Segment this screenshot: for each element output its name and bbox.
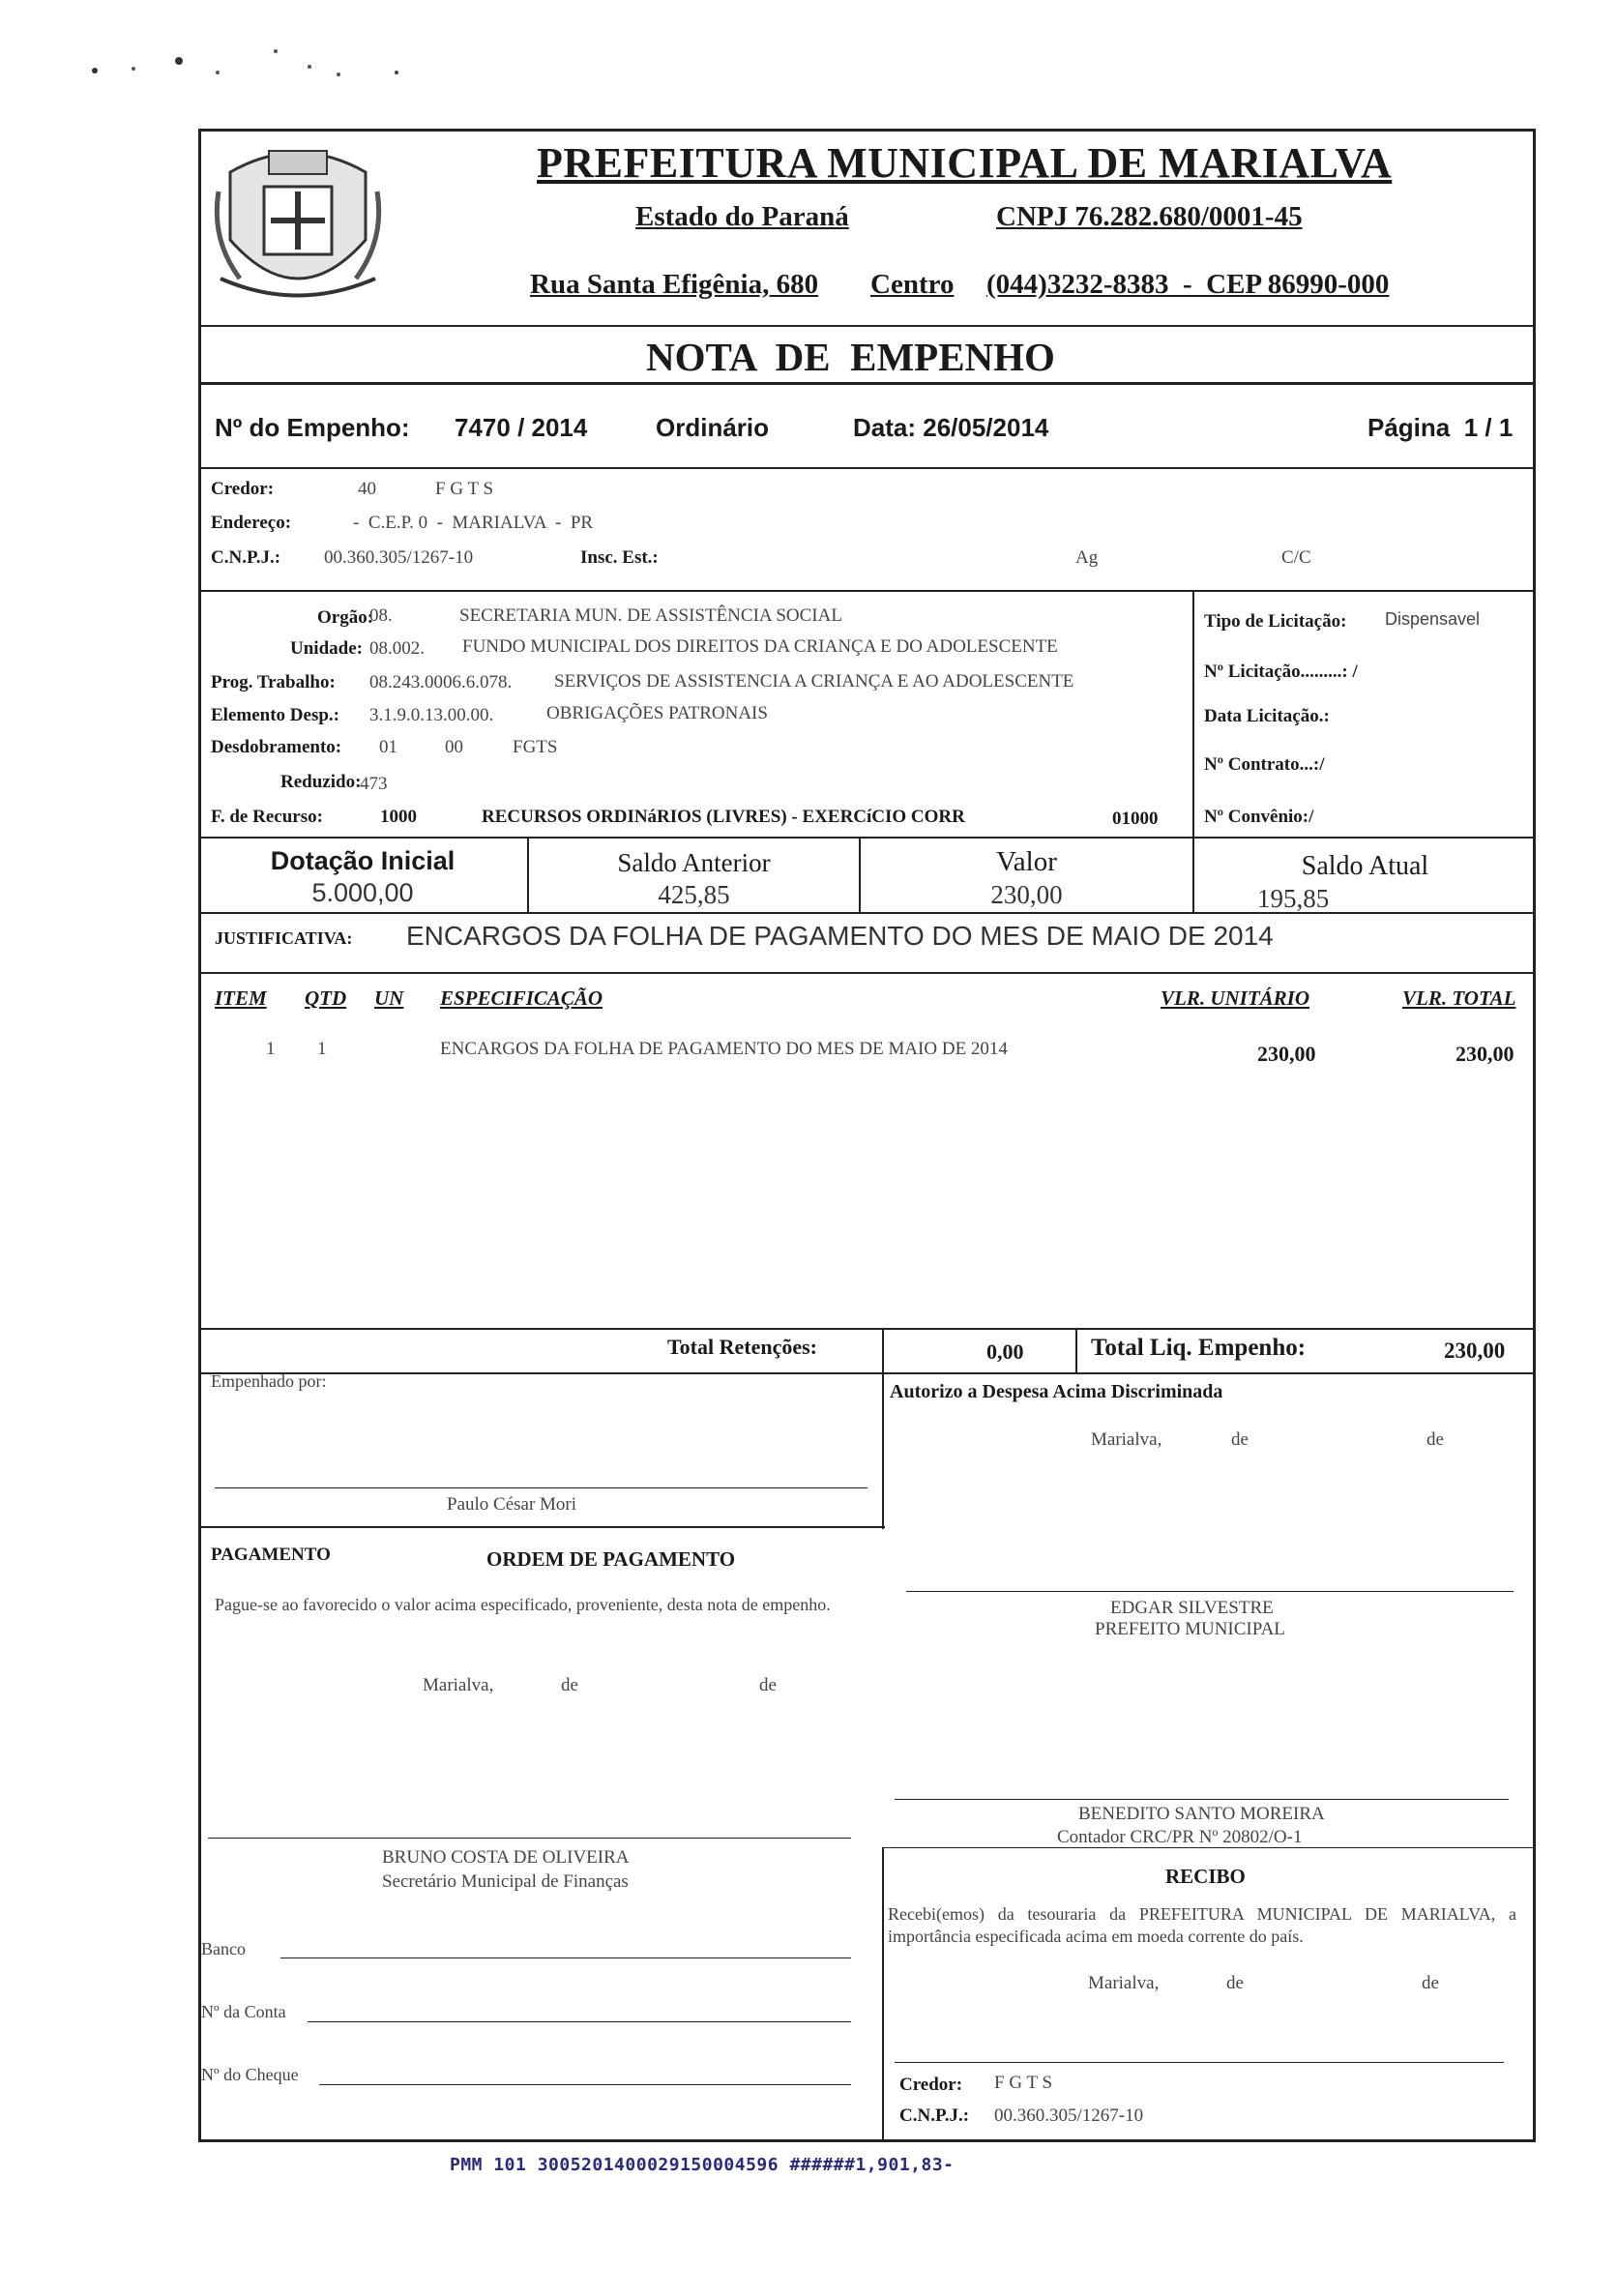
telefone-cep: (044)3232-8383 - CEP 86990-000 <box>986 269 1390 300</box>
recurso-code: 1000 <box>380 807 417 827</box>
row-vlr-total: 230,00 <box>1455 1042 1514 1066</box>
numero-cheque-label: Nº do Cheque <box>201 2065 299 2084</box>
reduzido-label: Reduzido: <box>280 772 362 792</box>
recibo-de2: de <box>1422 1973 1439 1993</box>
empenho-type: Ordinário <box>656 413 770 442</box>
pagamento-de1: de <box>561 1675 578 1695</box>
autorizo-local: Marialva, <box>1091 1429 1162 1450</box>
empenhado-por-label: Empenhado por: <box>211 1371 327 1391</box>
recibo-credor-nome: F G T S <box>994 2073 1053 2093</box>
valor-label: Valor <box>996 846 1057 877</box>
num-convenio: Nº Convênio:/ <box>1204 807 1314 827</box>
saldo-atual-value: 195,85 <box>1257 884 1330 913</box>
pagamento-de2: de <box>759 1675 777 1695</box>
cc-label: C/C <box>1281 547 1311 568</box>
prog-trabalho-name: SERVIÇOS DE ASSISTENCIA A CRIANÇA E AO ADOLESCENTE <box>554 671 1074 692</box>
estado: Estado do Paraná <box>635 201 849 232</box>
justificativa-text: ENCARGOS DA FOLHA DE PAGAMENTO DO MES DE MAIO DE 2014 <box>406 921 1274 951</box>
ordem-pagamento-label: ORDEM DE PAGAMENTO <box>486 1547 736 1571</box>
autorizo-de2: de <box>1426 1429 1444 1450</box>
num-licitacao: Nº Licitação.........: / <box>1204 662 1358 682</box>
recibo-credor-label: Credor: <box>899 2075 963 2095</box>
desdobramento-a: 01 <box>379 737 397 757</box>
valor-value: 230,00 <box>990 880 1063 909</box>
col-header-un: UN <box>374 986 404 1010</box>
dotacao-inicial-label: Dotação Inicial <box>270 846 456 875</box>
unidade-code: 08.002. <box>369 638 425 659</box>
desdobramento-b: 00 <box>445 737 463 757</box>
desdobramento-label: Desdobramento: <box>211 737 342 757</box>
page-number: Página 1 / 1 <box>1367 413 1514 442</box>
bairro-prefeitura: Centro <box>870 269 955 300</box>
ag-label: Ag <box>1075 547 1099 568</box>
cnpj-prefeitura: CNPJ 76.282.680/0001-45 <box>996 201 1303 232</box>
recibo-local: Marialva, <box>1088 1973 1160 1993</box>
empenho-date: Data: 26/05/2014 <box>853 413 1049 442</box>
recibo-cnpj-label: C.N.P.J.: <box>899 2105 970 2126</box>
autorizo-de1: de <box>1231 1429 1249 1450</box>
total-retencoes-value: 0,00 <box>986 1339 1024 1364</box>
recurso-code2: 01000 <box>1112 809 1159 829</box>
elemento-name: OBRIGAÇÕES PATRONAIS <box>546 703 768 723</box>
unidade-label: Unidade: <box>290 638 363 659</box>
num-contrato: Nº Contrato...:/ <box>1204 754 1325 775</box>
credor-name: F G T S <box>435 479 494 499</box>
row-item: 1 <box>266 1039 276 1059</box>
contador-nome: BENEDITO SANTO MOREIRA <box>1078 1804 1325 1824</box>
credor-code: 40 <box>358 479 376 499</box>
prefeito-nome: EDGAR SILVESTRE <box>1110 1598 1274 1618</box>
empenhado-nome: Paulo César Mori <box>447 1494 577 1515</box>
col-header-vlr-unitario: VLR. UNITÁRIO <box>1161 986 1310 1010</box>
prog-trabalho-code: 08.243.0006.6.078. <box>369 672 513 692</box>
elemento-label: Elemento Desp.: <box>211 705 339 725</box>
contador-cargo: Contador CRC/PR Nº 20802/O-1 <box>1057 1827 1303 1847</box>
saldo-anterior-value: 425,85 <box>658 880 730 909</box>
row-especificacao: ENCARGOS DA FOLHA DE PAGAMENTO DO MES DE MAIO DE 2014 <box>440 1039 1008 1059</box>
recurso-name: RECURSOS ORDINáRIOS (LIVRES) - EXERCíCIO CORR <box>482 807 965 827</box>
autorizo-text: Autorizo a Despesa Acima Discriminada <box>890 1381 1223 1402</box>
desdobramento-name: FGTS <box>513 737 558 757</box>
saldo-anterior-label: Saldo Anterior <box>617 848 771 877</box>
numero-conta-label: Nº da Conta <box>201 2002 286 2021</box>
dotacao-inicial-value: 5.000,00 <box>311 878 414 907</box>
prefeito-cargo: PREFEITO MUNICIPAL <box>1095 1619 1285 1639</box>
document-title: NOTA DE EMPENHO <box>646 335 1055 379</box>
elemento-code: 3.1.9.0.13.00.00. <box>369 705 494 725</box>
cnpj-value: 00.360.305/1267-10 <box>324 547 474 568</box>
total-liq-value: 230,00 <box>1444 1339 1506 1363</box>
secretario-cargo: Secretário Municipal de Finanças <box>382 1871 629 1892</box>
unidade-name: FUNDO MUNICIPAL DOS DIREITOS DA CRIANÇA E DO ADOLESCENTE <box>462 636 1058 657</box>
coat-of-arms-icon <box>211 133 385 317</box>
col-header-especificacao: ESPECIFICAÇÃO <box>440 986 603 1010</box>
cnpj-label: C.N.P.J.: <box>211 547 281 568</box>
pagamento-local: Marialva, <box>423 1675 494 1695</box>
total-liq-label: Total Liq. Empenho: <box>1091 1335 1307 1361</box>
recibo-text: Recebi(emos) da tesouraria da PREFEITURA MUNICIPAL DE MARIALVA, a importância especificada acima em moeda corrente do país. <box>888 1904 1516 1946</box>
endereco-prefeitura: Rua Santa Efigênia, 680 <box>530 269 819 300</box>
col-header-vlr-total: VLR. TOTAL <box>1402 986 1516 1010</box>
ordem-pagamento-text: Pague-se ao favorecido o valor acima especificado, proveniente, desta nota de empenho. <box>215 1595 831 1614</box>
endereco-value: - C.E.P. 0 - MARIALVA - PR <box>353 513 594 533</box>
recibo-label: RECIBO <box>1165 1865 1246 1888</box>
secretario-nome: BRUNO COSTA DE OLIVEIRA <box>382 1847 630 1868</box>
saldo-atual-label: Saldo Atual <box>1301 851 1429 881</box>
scan-noise <box>87 44 435 82</box>
data-licitacao: Data Licitação.: <box>1204 706 1330 726</box>
reduzido-value: 473 <box>360 774 388 794</box>
tipo-licitacao-value: Dispensavel <box>1385 609 1481 629</box>
insc-est-label: Insc. Est.: <box>580 547 659 568</box>
empenho-number: 7470 / 2014 <box>455 413 588 442</box>
orgao-name: SECRETARIA MUN. DE ASSISTÊNCIA SOCIAL <box>459 605 842 626</box>
orgao-code: 08. <box>369 605 393 626</box>
prefeitura-title: PREFEITURA MUNICIPAL DE MARIALVA <box>537 139 1393 187</box>
endereco-label: Endereço: <box>211 513 292 533</box>
justificativa-label: JUSTIFICATIVA: <box>215 928 353 948</box>
col-header-qtd: QTD <box>305 986 347 1010</box>
banco-label: Banco <box>201 1939 246 1958</box>
credor-label: Credor: <box>211 479 275 499</box>
row-vlr-unitario: 230,00 <box>1257 1042 1316 1066</box>
col-header-item: ITEM <box>215 986 267 1010</box>
pagamento-label: PAGAMENTO <box>211 1545 331 1565</box>
tipo-licitacao-label: Tipo de Licitação: <box>1204 611 1347 632</box>
prog-trabalho-label: Prog. Trabalho: <box>211 672 336 692</box>
recibo-cnpj-value: 00.360.305/1267-10 <box>994 2105 1144 2126</box>
bank-authentication-stamp: PMM 101 3005201400029150004596 ######1,901,83- <box>450 2155 955 2175</box>
row-qtd: 1 <box>317 1039 327 1059</box>
recurso-label: F. de Recurso: <box>211 807 323 827</box>
empenho-number-label: Nº do Empenho: <box>215 413 410 442</box>
total-retencoes-label: Total Retenções: <box>667 1335 817 1359</box>
recibo-de1: de <box>1226 1973 1244 1993</box>
orgao-label: Orgão: <box>317 607 374 628</box>
